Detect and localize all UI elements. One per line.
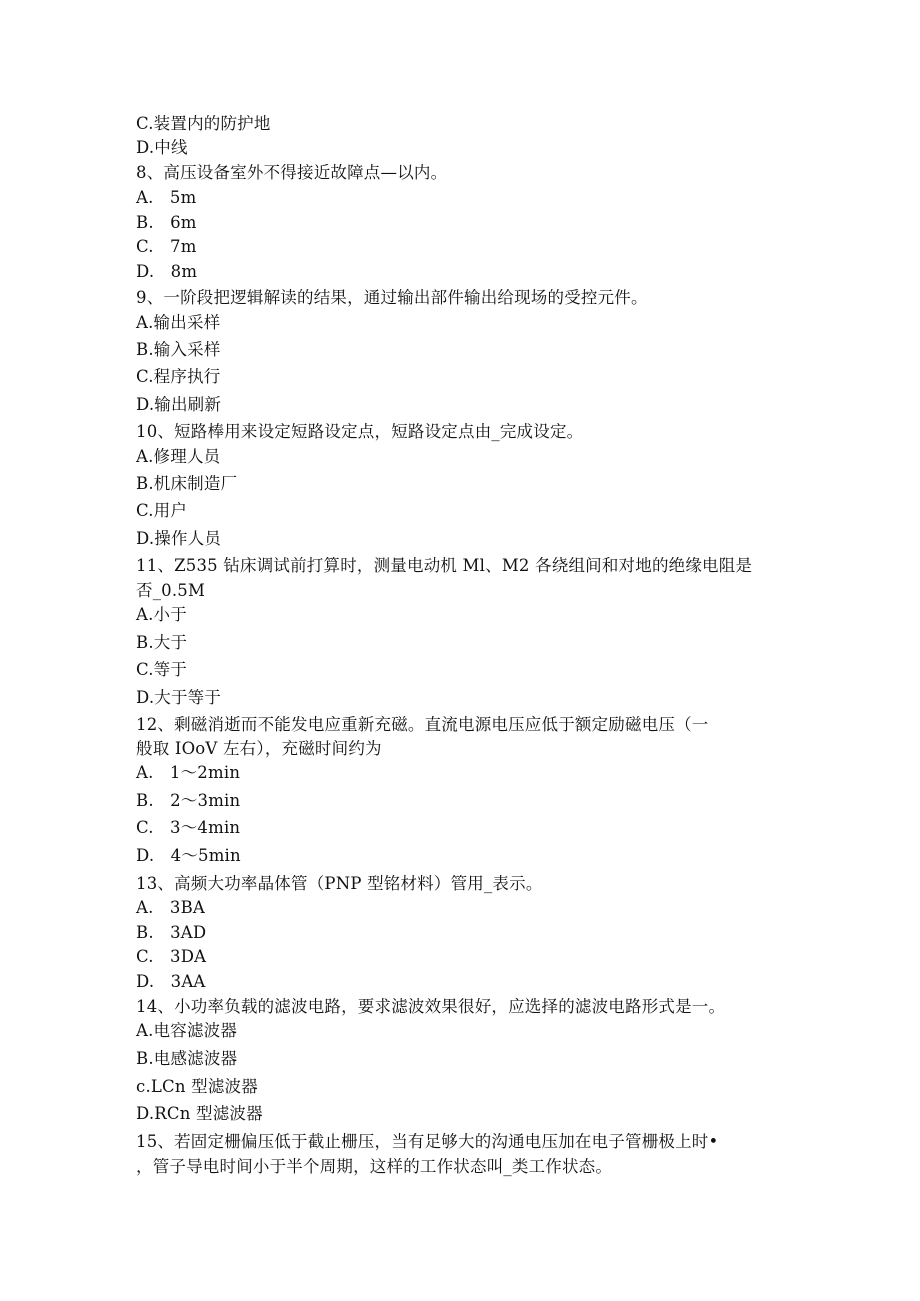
question-15-line-2: ，管子导电时间小于半个周期，这样的工作状态叫_类工作状态。: [136, 1157, 613, 1176]
question-9: 9、一阶段把逻辑解读的结果，通过输出部件输出给现场的受控元件。: [136, 288, 648, 307]
option-b-q14: B.电感滤波器: [136, 1049, 238, 1068]
option-d-q7: D.中线: [136, 138, 188, 157]
question-12-line-2: 般取 IOoV 左右），充磁时间约为: [136, 739, 382, 758]
option-a-q9: A.输出采样: [136, 313, 221, 332]
option-b-q9: B.输入采样: [136, 340, 221, 359]
option-d-q8: D. 8m: [136, 262, 198, 281]
option-c-q8: C. 7m: [136, 237, 197, 256]
option-c-q13: C. 3DA: [136, 947, 207, 966]
option-a-q8: A. 5m: [136, 188, 197, 207]
question-11-line-1: 11、Z535 钻床调试前打算时，测量电动机 Ml、M2 各绕组间和对地的绝缘电阻是: [136, 556, 753, 575]
question-8: 8、高压设备室外不得接近故障点—以内。: [136, 163, 448, 182]
option-d-q10: D.操作人员: [136, 529, 222, 548]
option-a-q11: A.小于: [136, 605, 187, 624]
option-d-q14: D.RCn 型滤波器: [136, 1104, 263, 1123]
option-c-q7: C.装置内的防护地: [136, 114, 271, 133]
option-b-q10: B.机床制造厂: [136, 474, 238, 493]
option-b-q8: B. 6m: [136, 213, 197, 232]
option-a-q13: A. 3BA: [136, 898, 206, 917]
option-d-q9: D.输出刷新: [136, 395, 222, 414]
option-c-q10: C.用户: [136, 501, 188, 520]
question-14: 14、小功率负载的滤波电路，要求滤波效果很好，应选择的滤波电路形式是一。: [136, 997, 726, 1016]
option-b-q12: B. 2～3min: [136, 791, 241, 810]
option-c-q14: c.LCn 型滤波器: [136, 1077, 258, 1096]
option-d-q11: D.大于等于: [136, 688, 222, 707]
option-c-q11: C.等于: [136, 660, 188, 679]
option-d-q13: D. 3AA: [136, 972, 206, 991]
option-a-q12: A. 1～2min: [136, 763, 241, 782]
question-10: 10、短路棒用来设定短路设定点，短路设定点由_完成设定。: [136, 422, 584, 441]
question-13: 13、高频大功率晶体管（PNP 型铭材料）管用_表示。: [136, 874, 543, 893]
question-11-line-2: 否_0.5M: [136, 581, 206, 600]
question-15-line-1: 15、若固定栅偏压低于截止栅压，当有足够大的沟通电压加在电子管栅极上时•: [136, 1132, 719, 1151]
option-a-q10: A.修理人员: [136, 447, 221, 466]
option-d-q12: D. 4～5min: [136, 846, 241, 865]
question-12-line-1: 12、剩磁消逝而不能发电应重新充磁。直流电源电压应低于额定励磁电压（一: [136, 715, 709, 734]
option-b-q11: B.大于: [136, 633, 188, 652]
option-b-q13: B. 3AD: [136, 923, 207, 942]
option-c-q12: C. 3～4min: [136, 818, 241, 837]
option-a-q14: A.电容滤波器: [136, 1021, 238, 1040]
option-c-q9: C.程序执行: [136, 367, 221, 386]
